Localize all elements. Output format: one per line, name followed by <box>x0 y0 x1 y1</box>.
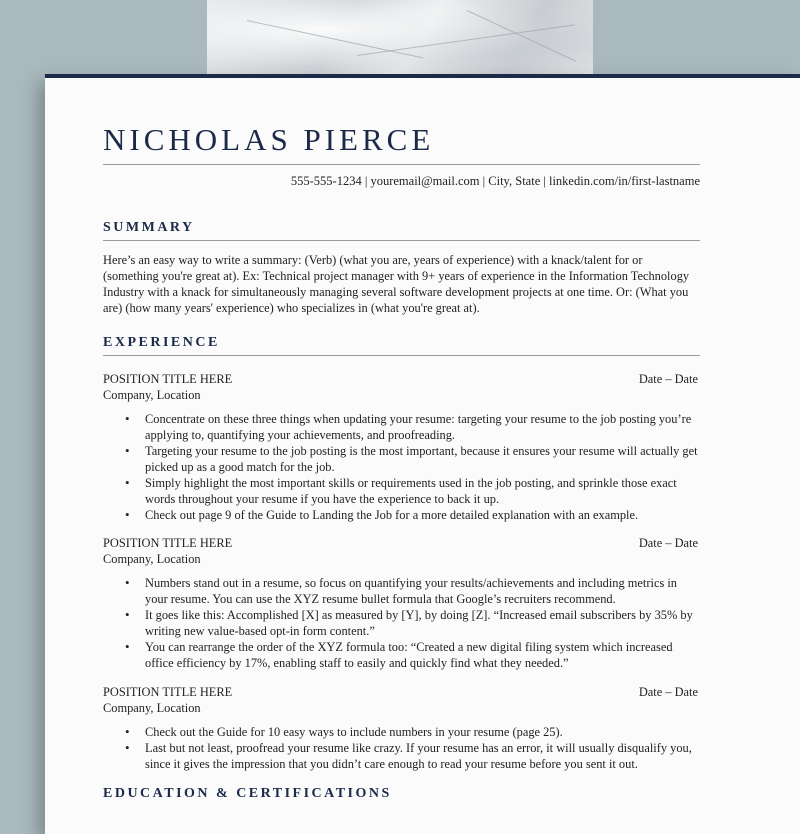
resume-page <box>45 74 800 834</box>
job-bullet: • Check out page 9 of the Guide to Landing the Job for a more detailed explanation with an example. <box>145 507 698 523</box>
job-bullet: • Check out the Guide for 10 easy ways to include numbers in your resume (page 25). <box>145 724 698 740</box>
experience-divider <box>103 355 700 356</box>
summary-text: Here’s an easy way to write a summary: (Verb) (what you are, years of experience) with a knack/talent for or (something you're great at). Ex: Technical project manager with 9+ years of experience in the Information Technology Industry with a knack for simultaneously managing several software development projects at one time. Or: (What you are) (how many years' experience) who specializes in (what you're great at). <box>103 253 690 315</box>
job-entry-2 <box>103 535 698 671</box>
experience-heading: EXPERIENCE <box>103 335 220 350</box>
job-position: POSITION TITLE HERE <box>103 685 233 699</box>
candidate-name: NICHOLAS PIERCE <box>103 122 435 157</box>
job-bullet: • You can rearrange the order of the XYZ formula too: “Created a new digital filing system which increased office efficiency by 17%, enabling staff to easily and quickly find what they needed.” <box>145 639 698 671</box>
job-bullet: • Concentrate on these three things when updating your resume: targeting your resume to the job posting you’re applying to, quantifying your achievements, and proofreading. <box>145 411 698 443</box>
job-position: POSITION TITLE HERE <box>103 536 233 550</box>
contact-line: 555-555-1234 | youremail@mail.com | City, State | linkedin.com/in/first-lastname <box>290 174 700 188</box>
name-divider <box>103 164 700 165</box>
job-company: Company, Location <box>103 701 201 715</box>
job-bullet: • It goes like this: Accomplished [X] as measured by [Y], by doing [Z]. “Increased email subscribers by 35% by writing new value-based opt-in form content.” <box>145 607 698 639</box>
summary-divider <box>103 240 700 241</box>
education-heading: EDUCATION & CERTIFICATIONS <box>103 786 392 801</box>
job-bullet: • Last but not least, proofread your resume like crazy. If your resume has an error, it will usually disqualify you, since it gives the impression that you didn’t care enough to read your resume before you sent it out. <box>145 740 698 772</box>
job-bullets <box>103 575 698 671</box>
job-bullets <box>103 411 698 523</box>
job-entry-3 <box>103 684 698 772</box>
job-bullets <box>103 724 698 772</box>
job-date: Date – Date <box>638 372 698 386</box>
marble-background <box>207 0 593 74</box>
job-date: Date – Date <box>638 536 698 550</box>
job-company: Company, Location <box>103 388 201 402</box>
job-bullet: • Numbers stand out in a resume, so focus on quantifying your results/achievements and including metrics in your resume. You can use the XYZ resume bullet formula that Google’s recruiters recommend. <box>145 575 698 607</box>
job-bullet: • Targeting your resume to the job posting is the most important, because it ensures your resume will actually get picked up as a good match for the job. <box>145 443 698 475</box>
job-company: Company, Location <box>103 552 201 566</box>
job-entry-1 <box>103 371 698 523</box>
job-position: POSITION TITLE HERE <box>103 372 233 386</box>
summary-heading: SUMMARY <box>103 220 195 235</box>
job-date: Date – Date <box>638 685 698 699</box>
job-bullet: • Simply highlight the most important skills or requirements used in the job posting, and sprinkle those exact words throughout your resume if you have the experience to back it up. <box>145 475 698 507</box>
